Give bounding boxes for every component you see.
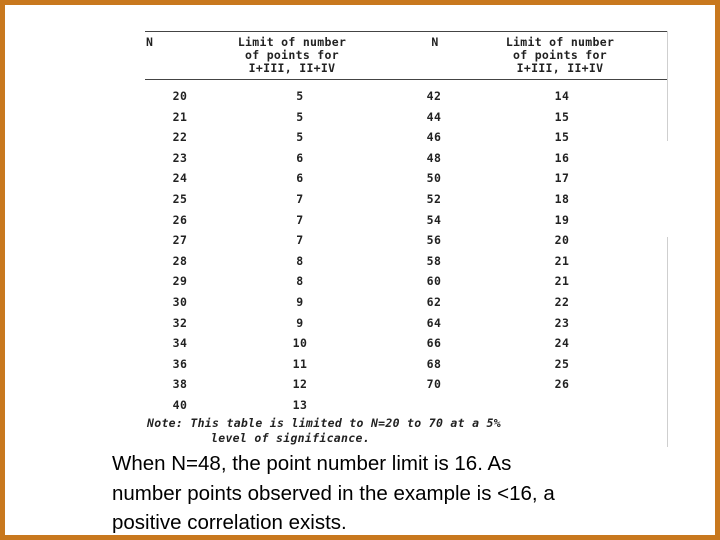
caption-line-1: When N=48, the point number limit is 16. As bbox=[112, 452, 512, 475]
table-row: 27 7 56 20 bbox=[172, 233, 570, 248]
table-row: 28 8 58 21 bbox=[172, 253, 570, 268]
table-row: 36 11 68 25 bbox=[172, 356, 570, 371]
table-row: 20 5 42 14 bbox=[172, 89, 570, 103]
explanation-caption bbox=[112, 449, 702, 538]
header-limit-right: Limit of number of points for I+III, II+IV bbox=[505, 35, 615, 75]
table-row: 29 8 60 21 bbox=[172, 274, 570, 289]
note-label: Note: bbox=[147, 416, 184, 430]
note-line-2: level of significance. bbox=[211, 431, 370, 445]
note-line-1: This table is limited to N=20 to 70 at a 5% bbox=[183, 416, 501, 430]
caption-line-3: positive correlation exists. bbox=[112, 511, 347, 534]
table-row: 40 13 bbox=[172, 397, 308, 412]
table-row: 25 7 52 18 bbox=[172, 191, 570, 206]
table-row: 24 6 50 17 bbox=[172, 171, 570, 186]
table-row: 22 5 46 15 bbox=[172, 130, 570, 145]
table-row: 30 9 62 22 bbox=[172, 294, 570, 309]
header-limit-left: Limit of number of points for I+III, II+IV bbox=[237, 35, 347, 75]
table-body bbox=[140, 87, 668, 417]
header-n-right: N bbox=[431, 35, 439, 49]
table-row: 21 5 44 15 bbox=[172, 109, 570, 124]
table-row: 34 10 66 24 bbox=[172, 336, 570, 351]
table-row: 38 12 70 26 bbox=[172, 377, 570, 392]
table-row: 23 6 48 16 bbox=[172, 150, 570, 165]
table-note bbox=[147, 416, 667, 446]
caption-line-2: number points observed in the example is <16, a bbox=[112, 481, 555, 505]
table-header-rule bbox=[145, 79, 668, 80]
table-top-rule bbox=[145, 31, 668, 32]
header-n-left: N bbox=[146, 35, 154, 49]
table-row: 32 9 64 23 bbox=[172, 315, 570, 330]
table-row: 26 7 54 19 bbox=[172, 212, 570, 227]
significance-table bbox=[140, 27, 668, 447]
